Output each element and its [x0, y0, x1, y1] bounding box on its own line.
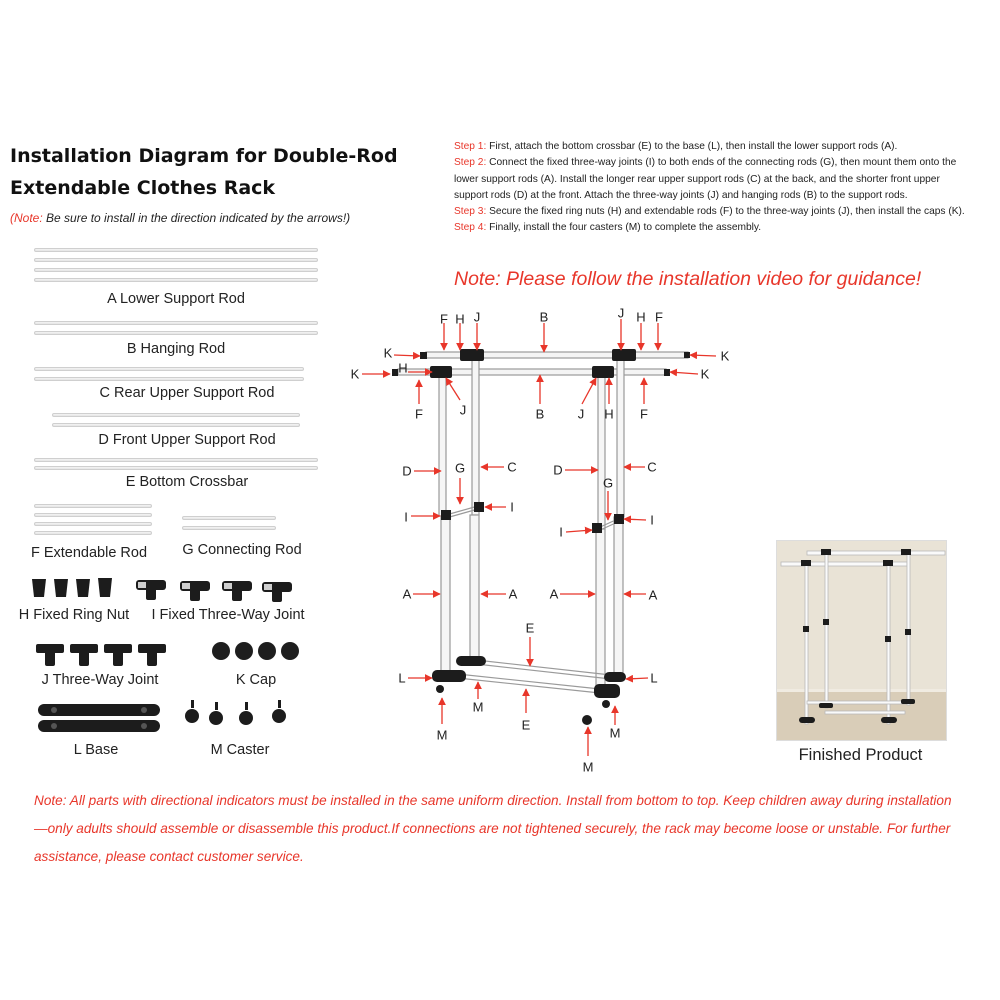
part-label-i: I Fixed Three-Way Joint — [151, 607, 305, 623]
label-m: M — [436, 727, 448, 743]
title-line-1: Installation Diagram for Double-Rod — [10, 145, 398, 167]
label-k: K — [720, 348, 730, 364]
label-d: D — [553, 462, 563, 478]
part-label-a: A Lower Support Rod — [107, 291, 245, 307]
label-k: K — [383, 345, 393, 361]
step-3-label: Step 3: — [454, 206, 487, 218]
label-a: A — [402, 586, 412, 602]
note-prefix: (Note: — [10, 211, 43, 225]
step-3-text: Secure the fixed ring nuts (H) and extendable rods (F) to the three-way joints (J), then install the caps (K). — [486, 206, 965, 218]
label-a: A — [508, 586, 518, 602]
label-k: K — [350, 366, 360, 382]
label-m: M — [582, 759, 594, 775]
label-c: C — [647, 459, 657, 475]
step-2-text: Connect the fixed three-way joints (I) to both ends of the connecting rods (G), then mount them onto the lower support rods (A). Install the longer rear upper support rods (C) at the back, and the shorter front upper support rods (D) at the front. Attach the three-way joints (J) and hanging rods (B) to the support rods. — [454, 157, 957, 201]
title-line-2: Extendable Clothes Rack — [10, 177, 276, 199]
part-label-l: L Base — [73, 742, 119, 758]
finished-rack-illustration — [777, 541, 946, 740]
part-label-j: J Three-Way Joint — [41, 672, 159, 688]
label-h: H — [455, 311, 465, 327]
label-b: B — [535, 406, 545, 422]
label-f: F — [640, 406, 648, 422]
step-4-label: Step 4: — [454, 222, 487, 234]
finished-product-photo — [776, 540, 947, 741]
label-d: D — [402, 463, 412, 479]
guide-arrows — [362, 319, 716, 756]
label-l: L — [650, 670, 658, 686]
step-1-label: Step 1: — [454, 141, 487, 152]
part-label-f: F Extendable Rod — [30, 545, 148, 561]
label-j: J — [617, 305, 625, 321]
label-h: H — [636, 309, 646, 325]
label-l: L — [398, 670, 406, 686]
label-c: C — [507, 459, 517, 475]
part-label-g: G Connecting Rod — [182, 542, 302, 558]
label-f: F — [440, 311, 448, 327]
label-i: I — [559, 524, 563, 540]
label-i: I — [404, 509, 408, 525]
part-label-h: H Fixed Ring Nut — [18, 607, 130, 623]
label-g: G — [454, 460, 466, 476]
part-label-b: B Hanging Rod — [126, 341, 226, 357]
part-label-m: M Caster — [210, 742, 270, 758]
note-text: Be sure to install in the direction indicated by the arrows!) — [42, 211, 351, 225]
part-label-e: E Bottom Crossbar — [125, 474, 249, 490]
label-b: B — [539, 309, 549, 325]
label-j: J — [459, 402, 467, 418]
label-g: G — [602, 475, 614, 491]
label-a: A — [648, 587, 658, 603]
label-m: M — [609, 725, 621, 741]
label-f: F — [415, 406, 423, 422]
label-e: E — [521, 717, 531, 733]
video-note: Note: Please follow the installation video for guidance! — [454, 268, 922, 290]
part-label-c: C Rear Upper Support Rod — [99, 385, 275, 401]
step-1-text: First, attach the bottom crossbar (E) to the base (L), then install the lower support rods (A). — [486, 141, 898, 152]
label-i: I — [650, 512, 654, 528]
part-label-k: K Cap — [235, 672, 277, 688]
part-label-d: D Front Upper Support Rod — [98, 432, 276, 448]
label-k: K — [700, 366, 710, 382]
label-h: H — [398, 360, 408, 376]
step-2-label: Step 2: — [454, 157, 487, 169]
label-j: J — [577, 406, 585, 422]
label-i: I — [510, 499, 514, 515]
rack-joints — [392, 349, 690, 725]
finished-product-caption: Finished Product — [798, 746, 923, 764]
safety-note: Note: All parts with directional indicators must be installed in the same uniform direction. Install from bottom to top. Keep children away during installation—only adults should assemble or disassemble this product.If connections are not tightened securely, the rack may become loose or unstable. For further assistance, please contact customer service. — [34, 793, 952, 864]
label-m: M — [472, 699, 484, 715]
label-j: J — [473, 309, 481, 325]
label-f: F — [655, 309, 663, 325]
label-h: H — [604, 406, 614, 422]
label-e: E — [525, 620, 535, 636]
step-4-text: Finally, install the four casters (M) to complete the assembly. — [486, 222, 762, 234]
label-a: A — [549, 586, 559, 602]
